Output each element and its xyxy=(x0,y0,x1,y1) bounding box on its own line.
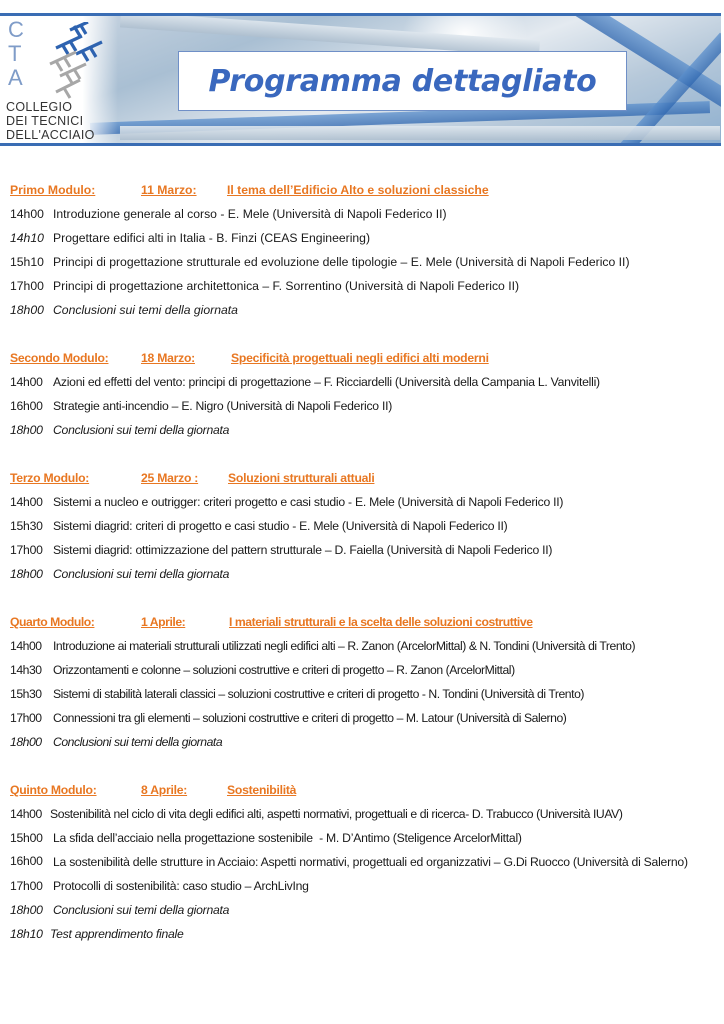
steel-beam-logo-icon xyxy=(36,22,106,102)
module-heading xyxy=(10,610,722,634)
session-description: Orizzontamenti e colonne – soluzioni costruttive e criteri di progetto – R. Zanon (ArcelorMittal) xyxy=(53,663,515,677)
session-row xyxy=(10,682,722,706)
session-row-final-test xyxy=(10,922,722,946)
logo-letter: A xyxy=(8,65,23,90)
session-description: Conclusioni sui temi della giornata xyxy=(53,423,230,437)
session-description: Protocolli di sostenibilità: caso studio – ArchLivIng xyxy=(53,879,309,893)
session-row xyxy=(10,538,722,562)
session-description: Connessioni tra gli elementi – soluzioni costruttive e criteri di progetto – M. Latour (Università di Salerno) xyxy=(53,711,567,725)
session-time: 16h00 xyxy=(10,854,43,868)
session-time: 17h00 xyxy=(10,279,44,293)
session-description: Strategie anti-incendio – E. Nigro (Università di Napoli Federico II) xyxy=(53,399,393,413)
session-row xyxy=(10,514,722,538)
module-topic: I materiali strutturali e la scelta delle soluzioni costruttive xyxy=(229,615,533,629)
title-box xyxy=(178,51,627,111)
module-name: Secondo Modulo: xyxy=(10,351,109,365)
session-time: 15h00 xyxy=(10,831,43,845)
session-description: Progettare edifici alti in Italia - B. Finzi (CEAS Engineering) xyxy=(53,231,371,245)
session-description: Sistemi diagrid: criteri di progetto e casi studio - E. Mele (Università di Napoli Federico II) xyxy=(53,519,508,533)
logo-letters xyxy=(8,18,24,90)
session-time: 14h00 xyxy=(10,495,43,509)
module-name: Quarto Modulo: xyxy=(10,615,95,629)
session-row xyxy=(10,274,722,298)
module-name: Quinto Modulo: xyxy=(10,783,97,797)
session-time: 15h30 xyxy=(10,687,42,701)
module-primo xyxy=(10,178,722,322)
module-date: 8 Aprile: xyxy=(141,783,188,797)
session-time: 18h00 xyxy=(10,903,43,917)
session-time: 18h00 xyxy=(10,423,43,437)
module-heading xyxy=(10,466,722,490)
module-date: 11 Marzo: xyxy=(141,183,197,197)
header-banner xyxy=(0,13,721,146)
module-secondo xyxy=(10,346,722,442)
session-row xyxy=(10,202,722,226)
session-row-conclusion xyxy=(10,562,722,586)
session-row xyxy=(10,802,722,826)
session-description: Sistemi diagrid: ottimizzazione del pattern strutturale – D. Faiella (Università di Napoli Federico II) xyxy=(53,543,553,557)
session-time: 18h00 xyxy=(10,735,42,749)
session-time: 14h00 xyxy=(10,807,42,821)
page-title: Programma dettagliato xyxy=(208,63,597,99)
session-row xyxy=(10,658,722,682)
module-date: 1 Aprile: xyxy=(141,615,186,629)
session-description: Azioni ed effetti del vento: principi di progettazione – F. Ricciardelli (Università della Campania L. Vanvitelli) xyxy=(53,375,600,389)
session-time: 18h00 xyxy=(10,567,43,581)
session-description: Sistemi di stabilità laterali classici – soluzioni costruttive e criteri di progetto - N. Tondini (Università di Trento) xyxy=(53,687,585,701)
session-time: 14h00 xyxy=(10,207,44,221)
session-row xyxy=(10,250,722,274)
session-row xyxy=(10,226,722,250)
session-row xyxy=(10,826,722,850)
session-description: Conclusioni sui temi della giornata xyxy=(53,903,230,917)
session-row xyxy=(10,490,722,514)
session-time: 14h30 xyxy=(10,663,42,677)
logo-name-line: DELL'ACCIAIO xyxy=(6,128,95,142)
module-topic: Sostenibilità xyxy=(227,783,297,797)
session-description: Introduzione ai materiali strutturali utilizzati negli edifici alti – R. Zanon (ArcelorMittal) & N. Tondini (Università di Trento) xyxy=(53,639,636,653)
session-row xyxy=(10,394,722,418)
session-description: Conclusioni sui temi della giornata xyxy=(53,735,223,749)
module-heading xyxy=(10,346,722,370)
session-row xyxy=(10,706,722,730)
session-description: Principi di progettazione architettonica – F. Sorrentino (Università di Napoli Federico II) xyxy=(53,279,520,293)
module-topic: Specificità progettuali negli edifici alti moderni xyxy=(231,351,489,365)
session-row xyxy=(10,634,722,658)
session-time: 17h00 xyxy=(10,879,43,893)
logo-name-line: COLLEGIO xyxy=(6,100,73,114)
session-time: 14h00 xyxy=(10,639,42,653)
session-row xyxy=(10,370,722,394)
session-time: 16h00 xyxy=(10,399,43,413)
module-quarto xyxy=(10,610,722,754)
session-row xyxy=(10,850,722,874)
module-topic: Soluzioni strutturali attuali xyxy=(228,471,375,485)
session-time: 18h00 xyxy=(10,303,44,317)
session-description: La sfida dell’acciaio nella progettazione sostenibile - M. D’Antimo (Steligence ArcelorMittal) xyxy=(53,831,522,845)
session-time: 18h10 xyxy=(10,927,43,941)
session-time: 15h30 xyxy=(10,519,43,533)
session-time: 17h00 xyxy=(10,711,42,725)
module-terzo xyxy=(10,466,722,586)
logo-name-line: DEI TECNICI xyxy=(6,114,84,128)
session-row-conclusion xyxy=(10,730,722,754)
session-row-conclusion xyxy=(10,898,722,922)
session-description: Introduzione generale al corso - E. Mele (Università di Napoli Federico II) xyxy=(53,207,447,221)
module-name: Terzo Modulo: xyxy=(10,471,90,485)
session-description: Principi di progettazione strutturale ed evoluzione delle tipologie – E. Mele (Università di Napoli Federico II) xyxy=(53,255,630,269)
session-row-conclusion xyxy=(10,298,722,322)
cta-logo xyxy=(0,16,118,143)
logo-letter: T xyxy=(8,41,22,66)
session-time: 14h10 xyxy=(10,231,44,245)
banner-steel-beam xyxy=(120,126,720,140)
session-time: 15h10 xyxy=(10,255,44,269)
session-description: Sostenibilità nel ciclo di vita degli edifici alti, aspetti normativi, progettuali e di ricerca- D. Trabucco (Università IUAV) xyxy=(50,807,623,821)
program-schedule xyxy=(10,178,722,970)
session-time: 17h00 xyxy=(10,543,43,557)
session-row-conclusion xyxy=(10,418,722,442)
session-description: La sostenibilità delle strutture in Acciaio: Aspetti normativi, progettuali ed organizzativi – G.Di Ruocco (Università di Salerno) xyxy=(53,855,688,869)
session-row xyxy=(10,874,722,898)
module-topic: Il tema dell’Edificio Alto e soluzioni classiche xyxy=(227,183,489,197)
module-heading xyxy=(10,178,722,202)
module-quinto xyxy=(10,778,722,946)
session-description: Conclusioni sui temi della giornata xyxy=(53,303,238,317)
module-name: Primo Modulo: xyxy=(10,183,96,197)
session-description: Sistemi a nucleo e outrigger: criteri progetto e casi studio - E. Mele (Università di Napoli Federico II) xyxy=(53,495,564,509)
session-time: 14h00 xyxy=(10,375,43,389)
module-date: 25 Marzo : xyxy=(141,471,199,485)
module-heading xyxy=(10,778,722,802)
module-date: 18 Marzo: xyxy=(141,351,195,365)
session-description: Conclusioni sui temi della giornata xyxy=(53,567,230,581)
logo-letter: C xyxy=(8,17,24,42)
logo-name xyxy=(6,100,95,142)
session-description: Test apprendimento finale xyxy=(50,927,184,941)
